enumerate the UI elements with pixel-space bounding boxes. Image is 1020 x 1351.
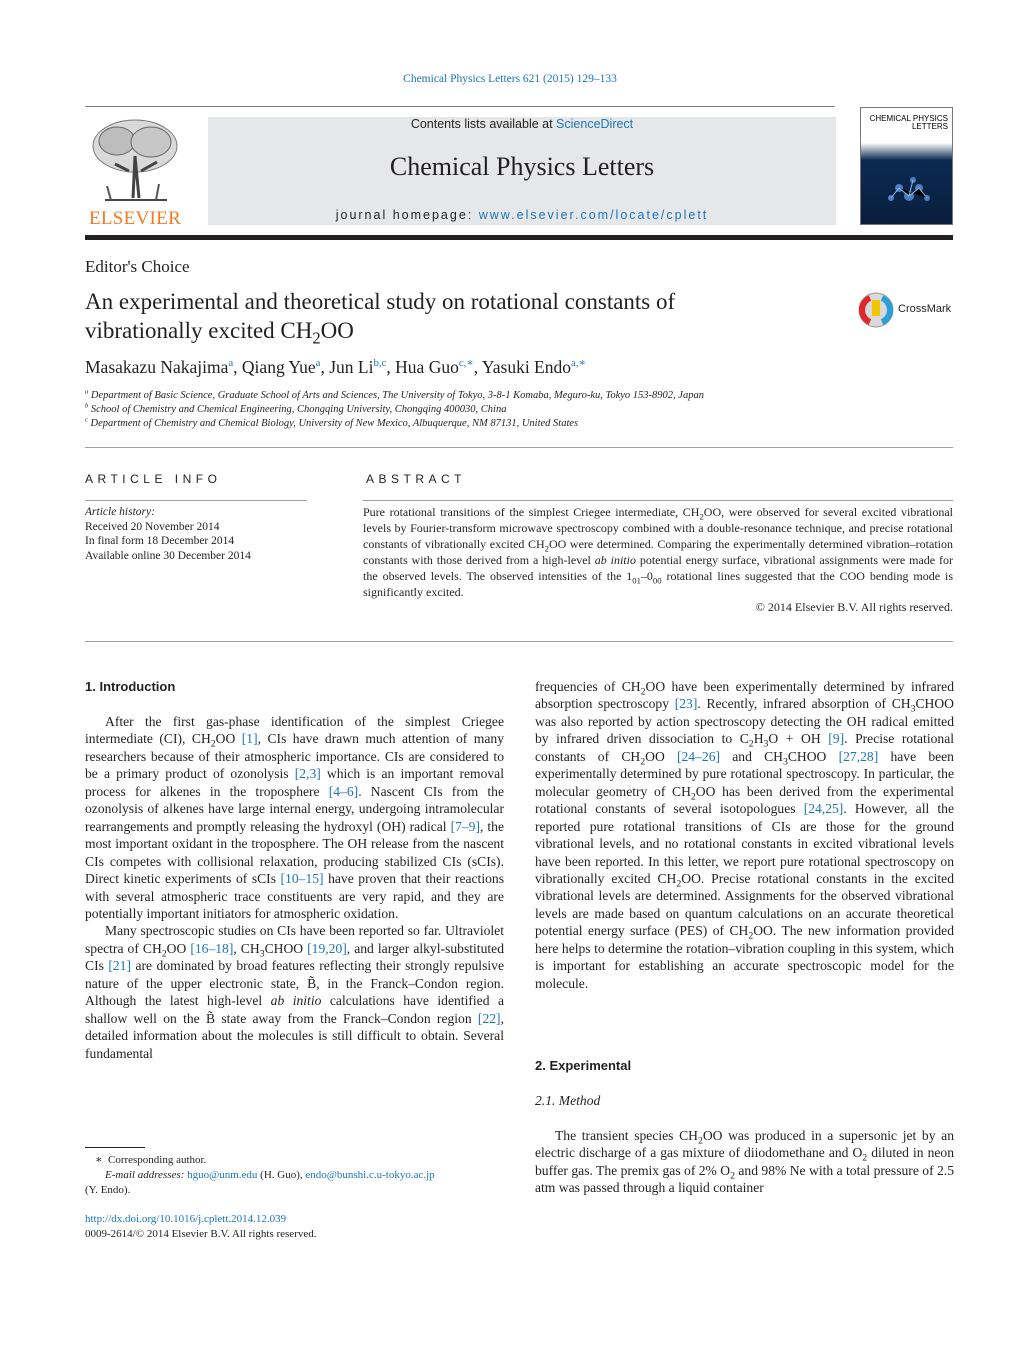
method-body xyxy=(535,1127,954,1197)
crossmark-icon xyxy=(858,292,894,328)
email-link[interactable]: hguo@unm.edu xyxy=(187,1169,258,1181)
affiliation-sup: a xyxy=(85,388,89,396)
article-info-rule xyxy=(85,500,307,501)
contents-prefix: Contents lists available at xyxy=(410,117,557,131)
author-name: Yasuki Endo xyxy=(481,357,571,377)
received-date: Received 20 November 2014 xyxy=(85,520,220,533)
author-name: Jun Li xyxy=(329,357,374,377)
experimental-heading: 2. Experimental xyxy=(535,1058,632,1073)
affiliation xyxy=(85,404,506,415)
intro-body xyxy=(85,713,504,1062)
crossmark-badge[interactable] xyxy=(858,292,958,328)
article-category: Editor's Choice xyxy=(85,257,190,276)
ref-link[interactable]: [10–15] xyxy=(280,871,324,887)
author-name: Hua Guo xyxy=(395,357,459,377)
header-rule xyxy=(85,106,835,107)
author-affil-sup[interactable]: a,∗ xyxy=(571,357,586,370)
author-name: Masakazu Nakajima xyxy=(85,357,229,377)
ref-link[interactable]: [7–9] xyxy=(450,818,481,834)
ref-link[interactable]: [9] xyxy=(828,731,845,747)
affiliation-sup: c xyxy=(85,416,88,424)
author-affil-sup[interactable]: b,c xyxy=(373,357,387,370)
email-link[interactable]: endo@bunshi.c.u-tokyo.ac.jp xyxy=(305,1169,435,1181)
contents-line xyxy=(208,117,836,131)
journal-cover-image xyxy=(860,107,953,225)
doi-block xyxy=(85,1212,317,1242)
elsevier-tree-logo-icon xyxy=(85,116,185,208)
ref-link[interactable]: [16–18] xyxy=(190,940,234,956)
ref-link[interactable]: [27,28] xyxy=(838,748,879,764)
author-affil-sup[interactable]: c,∗ xyxy=(458,357,474,370)
abstract-heading: ABSTRACT xyxy=(366,472,467,486)
author-affil-sup[interactable]: a xyxy=(315,357,321,370)
crossmark-label: CrossMark xyxy=(898,303,952,315)
author-affil-sup[interactable]: a xyxy=(228,357,234,370)
issn-line: 0009-2614/© 2014 Elsevier B.V. All rights reserved. xyxy=(85,1228,317,1240)
footnote-rule xyxy=(85,1147,145,1148)
title-line-1: An experimental and theoretical study on rotational constants of xyxy=(85,289,676,314)
homepage-line xyxy=(208,208,836,222)
affiliation-sup: b xyxy=(85,402,89,410)
online-date: Available online 30 December 2014 xyxy=(85,549,251,562)
intro-paragraph-2: Many spectroscopic studies on CIs have been reported so far. Ultraviolet spectra of $CH_2OO$ [16–18], $CH_3CHOO$ [19,20], and larger alkyl-substituted CIs [21] are dominated by broad features reflecting their strongly repulsive nature of the upper electronic state, B̃, in the Franck–Condon region. Although the latest high-level ab initio calculations have identified a shallow well on the B̃ state away from the Franck–Condon region [22], detailed information about the molecules is still difficult to obtain. Several fundamental xyxy=(85,923,504,1061)
elsevier-wordmark: ELSEVIER xyxy=(88,208,182,229)
cover-title: CHEMICAL PHYSICS LETTERS xyxy=(869,114,948,131)
ref-link[interactable]: [4–6] xyxy=(328,783,359,799)
affiliation-text: Department of Chemistry and Chemical Biology, University of New Mexico, Albuquerque, NM 87131, United States xyxy=(90,418,579,429)
ref-link[interactable]: [19,20] xyxy=(307,940,347,956)
title-line-2: vibrationally excited CH xyxy=(85,318,313,343)
homepage-link[interactable]: www.elsevier.com/locate/cplett xyxy=(478,208,709,222)
ref-link[interactable]: [22] xyxy=(477,1010,501,1026)
ref-link[interactable]: [24–26] xyxy=(676,748,721,764)
abstract-text: Pure rotational transitions of the simplest Criegee intermediate, $CH_2OO$, were observed for several excited vibrational levels by Fourier-transform microwave spectroscopy combined with a double-resonance technique, and precise rotational constants of vibrationally excited $CH_2OO$ were determined. Comparing the experimentally determined vibration–rotation constants with those derived from a high-level ab initio potential energy surface, vibrational assignments were made for the observed levels. The observed intensities of the $1_{01}-0_{00}$ rotational lines suggested that the COO bending mode is significantly excited. © 2014 Elsevier B.V. All rights reserved. xyxy=(363,505,954,615)
header-thick-rule xyxy=(85,235,953,240)
journal-title: Chemical Physics Letters xyxy=(389,152,655,181)
title-line-2-end: OO xyxy=(320,318,354,343)
ref-link[interactable]: [24,25] xyxy=(803,801,844,817)
method-heading: 2.1. Method xyxy=(535,1093,601,1108)
affiliation-text: School of Chemistry and Chemical Engineering, Chongqing University, Chongqing 400030, China xyxy=(90,404,507,415)
affiliation xyxy=(85,390,704,401)
ref-link[interactable]: [1] xyxy=(241,731,258,747)
revised-date: In final form 18 December 2014 xyxy=(85,535,235,547)
intro-heading: 1. Introduction xyxy=(85,679,176,694)
title-subscript: 2 xyxy=(312,328,321,348)
intro-body-continued xyxy=(535,678,954,992)
cover-molecule-icon xyxy=(861,158,953,225)
author-name: Qiang Yue xyxy=(241,357,316,377)
method-paragraph: The transient species $CH_2OO$ was produced in a supersonic jet by an electric discharge of a gas mixture of diiodomethane and $O_2$ diluted in neon buffer gas. The premix gas of 2% $O_2$ and 98% Ne with a total pressure of 2.5 atm was passed through a liquid container xyxy=(535,1128,954,1196)
article-info-heading: ARTICLE INFO xyxy=(85,472,222,486)
doi-link[interactable]: http://dx.doi.org/10.1016/j.cplett.2014.12.039 xyxy=(85,1213,287,1225)
intro-paragraph-3: frequencies of $CH_2OO$ have been experimentally determined by infrared absorption spectroscopy [23]. Recently, infrared absorption of $CH_3CHOO$ was also reported by action spectroscopy detecting the OH radical emitted by infrared driven dissociation to $C_2H_3O$ + OH [9]. Precise rotational constants of $CH_2OO$ [24–26] and $CH_3CHOO$ [27,28] have been experimentally determined by pure rotational spectroscopy. In particular, the molecular geometry of $CH_2OO$ has been derived from the experimental rotational constants of several isotopologues [24,25]. However, all the reported pure rotational transitions of CIs are those for the ground vibrational levels, and no rotational constants in excited vibrational levels have been reported. In this letter, we report pure rotational spectroscopy on vibrationally excited $CH_2OO$. Precise rotational constants in the excited vibrational levels are determined. Assignments for the observed vibrational levels are made based on quantum calculations on an accurate theoretical potential energy surface (PES) of $CH_2OO$. The new information provided here helps to determine the rotation–vibration coupling in this system, which is important for establishing an accurate spectroscopic model for the molecule. xyxy=(535,679,955,991)
abstract-copyright: © 2014 Elsevier B.V. All rights reserved. xyxy=(755,600,953,615)
abstract-bottom-rule xyxy=(85,641,953,642)
journal-citation[interactable]: Chemical Physics Letters 621 (2015) 129–133 xyxy=(403,73,617,85)
footnote: ∗ Corresponding author. E-mail addresses: hguo@unm.edu (H. Guo), endo@bunshi.c.u-tokyo.ac.jp (Y. Endo). xyxy=(85,1154,435,1196)
homepage-prefix: journal homepage: xyxy=(335,208,479,222)
article-title xyxy=(85,287,845,348)
ref-link[interactable]: [23] xyxy=(674,696,698,712)
article-history xyxy=(85,505,307,563)
ref-link[interactable]: [21] xyxy=(108,958,131,974)
intro-paragraph-1: After the first gas-phase identification of the simplest Criegee intermediate (CI), $CH_2OO$ [1], CIs have drawn much attention of many researchers because of their atmospheric importance. CIs are considered to be a primary product of ozonolysis [2,3] which is an important removal process for alkenes in the troposphere [4–6]. Nascent CIs from the ozonolysis of alkenes have large internal energy, undergoing intramolecular rearrangements and promptly releasing the hydroxyl (OH) radical [7–9], the most important oxidant in the troposphere. The OH release from the nascent CIs competes with collisional relaxation, producing stabilized CIs (sCIs). Direct kinetic experiments of sCIs [10–15] have proven that their reactions with several atmospheric trace constituents are very rapid, and they are potentially important initiators for atmospheric oxidation. xyxy=(85,714,505,921)
history-label: Article history: xyxy=(85,506,155,518)
ref-link[interactable]: [2,3] xyxy=(294,766,321,782)
affiliation xyxy=(85,418,578,429)
affiliation-rule xyxy=(85,447,953,448)
author-list: Masakazu Nakajima$^a$, Qiang Yue$^a$, Jun Li$^{b,c}$, Hua Guo$^{c,∗}$, Yasuki Endo$^{a,∗}$ xyxy=(85,357,586,377)
abstract-rule xyxy=(363,500,953,501)
affiliation-text: Department of Basic Science, Graduate School of Arts and Sciences, The University of Tokyo, 3-8-1 Komaba, Meguro-ku, Tokyo 153-8902, Japan xyxy=(90,390,704,401)
sciencedirect-link[interactable]: ScienceDirect xyxy=(556,117,634,131)
